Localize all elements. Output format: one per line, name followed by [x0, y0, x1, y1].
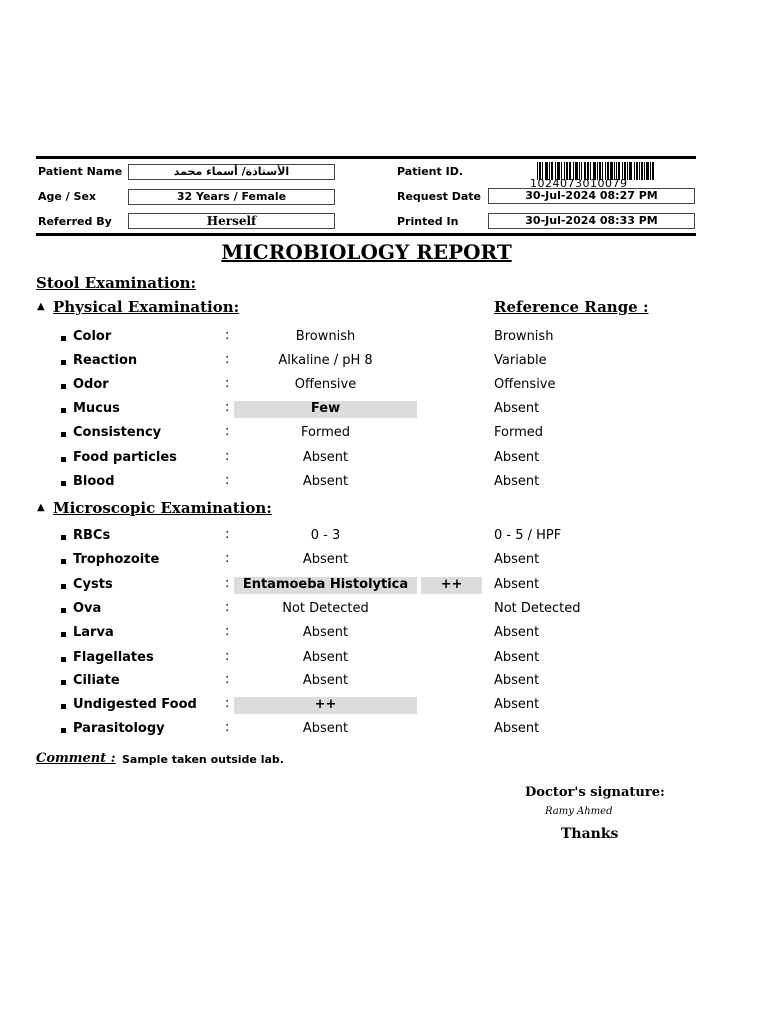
separator: : — [225, 551, 230, 566]
test-name: Blood — [73, 474, 115, 489]
test-value: Absent — [302, 650, 349, 665]
stool-examination-heading: Stool Examination: — [36, 274, 197, 292]
comment-text: Sample taken outside lab. — [122, 753, 284, 766]
doctor-signature: Ramy Ahmed — [545, 806, 613, 817]
header-top-rule — [36, 156, 696, 159]
result-row — [0, 649, 768, 674]
request-date-label: Request Date — [397, 190, 482, 203]
test-value: 0 - 3 — [310, 528, 341, 543]
reference-value: Absent — [494, 625, 540, 640]
test-value: Formed — [301, 425, 350, 440]
result-row — [0, 527, 768, 552]
test-name: Mucus — [73, 401, 120, 416]
separator: : — [225, 352, 230, 367]
separator: : — [225, 527, 230, 542]
result-row — [0, 720, 768, 745]
test-name: Consistency — [73, 425, 162, 440]
test-value: Brownish — [295, 329, 356, 344]
patient-name-label: Patient Name — [38, 165, 123, 178]
bullet-icon — [61, 457, 66, 462]
reference-value: Absent — [494, 450, 540, 465]
bullet-icon — [61, 336, 66, 341]
separator: : — [225, 424, 230, 439]
result-row — [0, 328, 768, 353]
comment-label: Comment : — [36, 751, 116, 766]
bullet-icon — [61, 657, 66, 662]
test-value: Offensive — [294, 377, 357, 392]
test-value: Not Detected — [282, 601, 369, 616]
test-name: Cysts — [73, 577, 113, 592]
test-value: Absent — [302, 450, 349, 465]
result-row — [0, 473, 768, 498]
result-row — [0, 424, 768, 449]
patient-id-label: Patient ID. — [397, 165, 463, 178]
result-row — [0, 624, 768, 649]
test-name: Odor — [73, 377, 109, 392]
test-name: RBCs — [73, 528, 111, 543]
reference-value: Offensive — [494, 377, 556, 392]
result-row — [0, 449, 768, 474]
separator: : — [225, 328, 230, 343]
reference-value: Variable — [494, 353, 547, 368]
reference-value: Brownish — [494, 329, 554, 344]
report-title: MICROBIOLOGY REPORT — [221, 240, 512, 264]
test-name: Ova — [73, 601, 102, 616]
reference-value: Absent — [494, 577, 540, 592]
test-name: Reaction — [73, 353, 138, 368]
test-value: Absent — [302, 474, 349, 489]
bullet-icon — [61, 559, 66, 564]
reference-value: Absent — [494, 401, 540, 416]
result-row — [0, 696, 768, 721]
physical-examination-heading: Physical Examination: — [53, 298, 240, 316]
test-name: Flagellates — [73, 650, 154, 665]
test-name: Ciliate — [73, 673, 120, 688]
test-name: Larva — [73, 625, 114, 640]
separator: : — [225, 576, 230, 591]
result-row — [0, 600, 768, 625]
separator: : — [225, 720, 230, 735]
bullet-icon — [61, 584, 66, 589]
separator: : — [225, 400, 230, 415]
test-name: Undigested Food — [73, 697, 197, 712]
referred-by-field: Herself — [128, 213, 335, 229]
doctor-signature-label: Doctor's signature: — [525, 785, 665, 800]
bullet-icon — [61, 481, 66, 486]
result-row — [0, 672, 768, 697]
grade-value-highlighted: ++ — [421, 577, 482, 594]
patient-id-number: 1024073010079 — [530, 177, 628, 190]
reference-value: Absent — [494, 697, 540, 712]
bullet-icon — [61, 360, 66, 365]
collapse-triangle-icon: ▲ — [37, 301, 45, 312]
printed-in-label: Printed In — [397, 215, 459, 228]
bullet-icon — [61, 728, 66, 733]
reference-value: Absent — [494, 474, 540, 489]
result-row — [0, 376, 768, 401]
result-row — [0, 400, 768, 425]
age-sex-field: 32 Years / Female — [128, 189, 335, 205]
referred-by-label: Referred By — [38, 215, 112, 228]
separator: : — [225, 449, 230, 464]
result-row — [0, 352, 768, 377]
patient-name-field: الأستاذة/ أسماء محمد — [128, 164, 335, 180]
test-name: Food particles — [73, 450, 177, 465]
bullet-icon — [61, 608, 66, 613]
separator: : — [225, 696, 230, 711]
reference-value: Absent — [494, 721, 540, 736]
test-value: Alkaline / pH 8 — [278, 353, 373, 368]
test-value-highlighted: Few — [234, 401, 417, 418]
separator: : — [225, 600, 230, 615]
separator: : — [225, 473, 230, 488]
bullet-icon — [61, 384, 66, 389]
request-date-field: 30-Jul-2024 08:27 PM — [488, 188, 695, 204]
separator: : — [225, 672, 230, 687]
result-row — [0, 576, 768, 601]
reference-range-heading: Reference Range : — [494, 298, 649, 316]
printed-in-field: 30-Jul-2024 08:33 PM — [488, 213, 695, 229]
result-row — [0, 551, 768, 576]
age-sex-label: Age / Sex — [38, 190, 97, 203]
test-value: Absent — [302, 625, 349, 640]
header-bottom-rule — [36, 233, 696, 236]
bullet-icon — [61, 704, 66, 709]
bullet-icon — [61, 632, 66, 637]
reference-value: Not Detected — [494, 601, 581, 616]
test-value: Absent — [302, 721, 349, 736]
test-name: Color — [73, 329, 112, 344]
reference-value: Absent — [494, 673, 540, 688]
bullet-icon — [61, 432, 66, 437]
reference-value: Absent — [494, 650, 540, 665]
test-value: Absent — [302, 673, 349, 688]
test-value: Absent — [302, 552, 349, 567]
microscopic-examination-heading: Microscopic Examination: — [53, 499, 272, 517]
bullet-icon — [61, 535, 66, 540]
separator: : — [225, 376, 230, 391]
bullet-icon — [61, 680, 66, 685]
test-value-highlighted: Entamoeba Histolytica — [234, 577, 417, 594]
test-value-highlighted: ++ — [234, 697, 417, 714]
collapse-triangle-icon: ▲ — [37, 502, 45, 513]
bullet-icon — [61, 408, 66, 413]
reference-value: Formed — [494, 425, 543, 440]
test-name: Trophozoite — [73, 552, 160, 567]
reference-value: Absent — [494, 552, 540, 567]
test-name: Parasitology — [73, 721, 165, 736]
separator: : — [225, 649, 230, 664]
separator: : — [225, 624, 230, 639]
reference-value: 0 - 5 / HPF — [494, 528, 562, 543]
thanks-text: Thanks — [561, 826, 619, 842]
